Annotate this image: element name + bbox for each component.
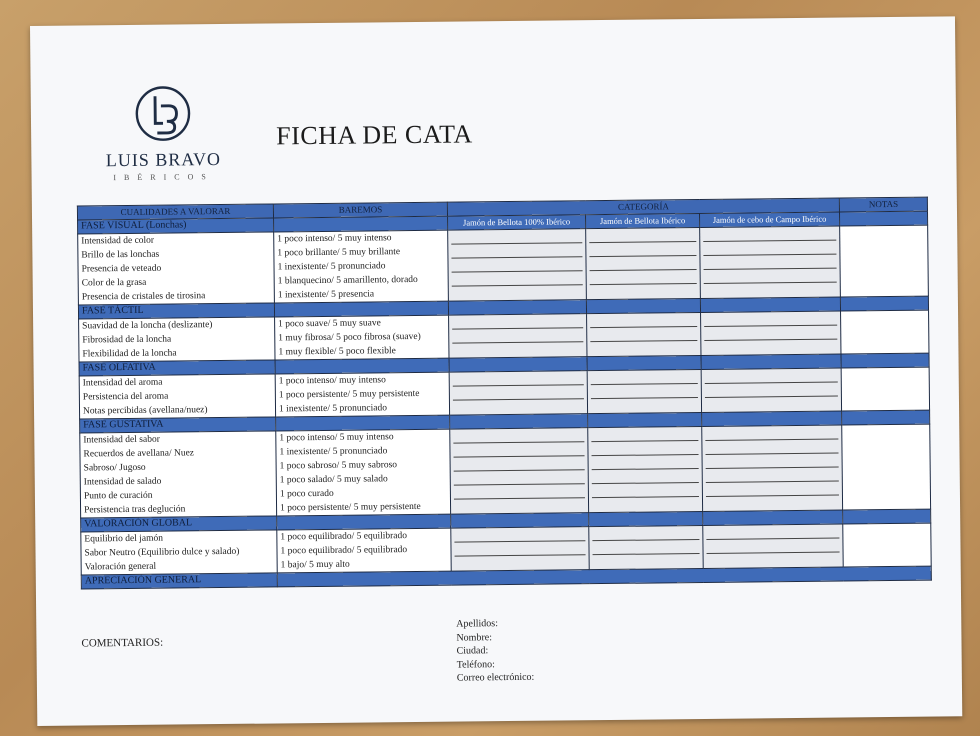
quality-item: Brillo de las lonchas [81, 249, 160, 261]
score-line[interactable] [704, 312, 837, 327]
score-line[interactable] [592, 497, 699, 511]
score-line[interactable] [705, 440, 838, 455]
score-line[interactable] [454, 484, 585, 499]
section-items-row [80, 424, 931, 518]
score-cell[interactable] [586, 227, 701, 299]
score-line[interactable] [454, 541, 585, 556]
score-line[interactable] [704, 340, 837, 354]
score-line[interactable] [452, 328, 583, 343]
header-cualidades: CUALIDADES A VALORAR [77, 204, 273, 220]
score-line[interactable] [703, 241, 836, 256]
section-band [588, 412, 702, 427]
section-title: VALORACIÓN GLOBAL [81, 516, 277, 532]
scale-item: 1 muy flexible/ 5 poco flexible [278, 346, 396, 358]
ciudad-label: Ciudad: [456, 645, 489, 657]
quality-item: Sabroso/ Jugoso [83, 462, 146, 474]
quality-item: Presencia de veteado [81, 263, 162, 275]
score-line[interactable] [453, 428, 584, 443]
score-line[interactable] [455, 555, 586, 569]
quality-item: Notas percibidas (avellana/nuez) [82, 405, 208, 417]
score-line[interactable] [452, 271, 583, 286]
score-line[interactable] [590, 327, 697, 342]
section-band [841, 353, 929, 368]
score-line[interactable] [590, 270, 697, 285]
notes-header-blank [840, 211, 928, 226]
section-band [700, 297, 840, 312]
contact-fields [456, 617, 534, 685]
score-line[interactable] [592, 540, 699, 555]
score-line[interactable] [706, 468, 839, 483]
quality-item: Presencia de cristales de tirosina [81, 291, 206, 303]
score-line[interactable] [454, 527, 585, 542]
header-baremos: BAREMOS [273, 202, 447, 218]
section-apreciacion: APRECIACIÓN GENERAL [81, 573, 277, 589]
lb-monogram-icon [134, 84, 193, 143]
scale-item: 1 muy fibrosa/ 5 poco fibrosa (suave) [278, 331, 421, 344]
score-line[interactable] [591, 384, 698, 399]
score-cell[interactable] [702, 425, 843, 511]
section-band [448, 300, 586, 315]
quality-list [79, 317, 275, 362]
section-band [451, 513, 589, 528]
scale-item: 1 poco persistente/ 5 muy persistente [278, 388, 420, 401]
scale-item: 1 inexistente/ 5 pronunciado [279, 446, 388, 458]
score-line[interactable] [705, 369, 838, 384]
scale-item: 1 inexistente/ 5 presencia [277, 289, 375, 301]
score-line[interactable] [591, 427, 698, 442]
section-band [703, 510, 843, 525]
header-categoria: CATEGORÍA [447, 198, 839, 216]
score-line[interactable] [589, 228, 696, 243]
notes-cell[interactable] [841, 367, 929, 411]
quality-item: Flexibilidad de la loncha [82, 348, 177, 360]
score-line[interactable] [451, 243, 582, 258]
score-cell[interactable] [700, 226, 841, 298]
score-line[interactable] [592, 455, 699, 470]
score-line[interactable] [453, 399, 584, 413]
section-items-row [78, 225, 929, 305]
category-label: Jamón de Bellota 100% Ibérico [448, 215, 586, 230]
brand-name: LUIS BRAVO [105, 149, 222, 171]
score-line[interactable] [452, 314, 583, 329]
score-line[interactable] [591, 441, 698, 456]
score-line[interactable] [592, 469, 699, 484]
tasting-sheet [30, 16, 962, 726]
quality-list [80, 431, 277, 518]
score-line[interactable] [591, 398, 698, 412]
score-line[interactable] [704, 326, 837, 341]
score-line[interactable] [451, 257, 582, 272]
score-line[interactable] [589, 256, 696, 271]
score-line[interactable] [705, 397, 838, 411]
score-cell[interactable] [587, 312, 701, 356]
scale-item: 1 poco suave/ 5 muy suave [278, 318, 381, 330]
section-title: FASE VISUAL (Lonchas) [78, 218, 274, 234]
score-cell[interactable] [701, 368, 841, 412]
quality-item: Intensidad del aroma [82, 377, 163, 389]
score-cell[interactable] [703, 524, 843, 568]
section-band [586, 298, 700, 313]
apellidos-label: Apellidos: [456, 618, 499, 630]
score-line[interactable] [704, 283, 837, 297]
scale-item: 1 poco intenso/ 5 muy intenso [277, 233, 392, 245]
score-line[interactable] [454, 470, 585, 485]
category-label: Jamón de cebo de Campo Ibérico [700, 212, 840, 227]
scale-item: 1 inexistente/ 5 pronunciado [277, 261, 386, 273]
section-band [589, 511, 703, 526]
header-notas: NOTAS [839, 197, 927, 212]
score-line[interactable] [707, 553, 840, 567]
score-line[interactable] [705, 383, 838, 398]
quality-item: Intensidad de color [81, 235, 155, 247]
scale-item: 1 poco brillante/ 5 muy brillante [277, 247, 401, 259]
score-line[interactable] [454, 498, 585, 512]
notes-cell[interactable] [841, 310, 929, 354]
luis-bravo-logo [93, 84, 234, 182]
score-line[interactable] [590, 313, 697, 328]
score-line[interactable] [705, 426, 838, 441]
scale-list [274, 230, 449, 303]
score-line[interactable] [704, 269, 837, 284]
quality-item: Fibrosidad de la loncha [82, 334, 172, 346]
nombre-label: Nombre: [456, 631, 493, 644]
section-band [843, 509, 931, 524]
scale-item: 1 bajo/ 5 muy alto [280, 559, 350, 571]
quality-item: Color de la grasa [81, 277, 147, 289]
scale-item: 1 poco intenso/ 5 muy intenso [279, 432, 394, 444]
quality-item: Persistencia tras deglución [84, 504, 186, 516]
score-line[interactable] [703, 227, 836, 242]
scale-list [275, 372, 449, 417]
tasting-table [77, 197, 931, 590]
score-line[interactable] [706, 482, 839, 497]
section-title: FASE OLFATIVA [79, 360, 275, 376]
score-cell[interactable] [448, 229, 587, 301]
score-line[interactable] [589, 242, 696, 257]
score-line[interactable] [706, 539, 839, 554]
category-label: Jamón de Bellota Ibérico [586, 213, 700, 228]
telefono-label: Teléfono: [456, 658, 495, 671]
score-cell[interactable] [701, 311, 841, 355]
score-cell[interactable] [589, 525, 703, 569]
notes-cell[interactable] [840, 225, 929, 297]
notes-cell[interactable] [842, 424, 931, 510]
quality-item: Intensidad del sabor [83, 434, 160, 446]
quality-item: Suavidad de la loncha (deslizante) [82, 320, 213, 332]
scale-item: 1 poco equilibrado/ 5 equilibrado [280, 531, 408, 543]
score-line[interactable] [706, 525, 839, 540]
score-line[interactable] [591, 370, 698, 385]
quality-list [81, 530, 277, 575]
score-line[interactable] [706, 454, 839, 469]
scale-item: 1 poco equilibrado/ 5 equilibrado [280, 545, 408, 557]
section-band [840, 296, 928, 311]
section-band [701, 354, 841, 369]
score-line[interactable] [592, 483, 699, 498]
score-line[interactable] [593, 554, 700, 568]
score-cell[interactable] [450, 428, 589, 514]
section-band [449, 357, 587, 372]
quality-item: Punto de curación [83, 490, 153, 502]
score-line[interactable] [451, 229, 582, 244]
scale-item: 1 poco salado/ 5 muy salado [279, 474, 388, 486]
score-cell[interactable] [451, 527, 589, 571]
score-line[interactable] [454, 456, 585, 471]
score-line[interactable] [453, 371, 584, 386]
brand-subtitle: IBÉRICOS [113, 172, 214, 183]
scale-list [277, 528, 451, 573]
score-line[interactable] [590, 341, 697, 355]
notes-cell[interactable] [843, 523, 931, 567]
score-line[interactable] [452, 342, 583, 356]
score-cell[interactable] [449, 314, 587, 358]
scale-item: 1 poco intenso/ muy intenso [278, 375, 386, 387]
section-band [450, 414, 588, 429]
score-cell[interactable] [588, 426, 703, 512]
score-line[interactable] [592, 526, 699, 541]
score-line[interactable] [590, 284, 697, 298]
scale-list [276, 429, 451, 516]
correo-label: Correo electrónico: [456, 671, 535, 684]
scale-item: 1 poco persistente/ 5 muy persistente [280, 501, 421, 514]
scale-item: 1 poco curado [279, 488, 334, 500]
quality-item: Valoración general [84, 561, 157, 573]
scale-item: 1 poco sabroso/ 5 muy sabroso [279, 460, 398, 472]
section-title: FASE TÁCTIL [78, 303, 274, 319]
score-line[interactable] [452, 285, 583, 299]
scale-item: 1 blanquecino/ 5 amarillento, dorado [277, 274, 418, 287]
score-line[interactable] [703, 255, 836, 270]
quality-item: Equilibrio del jamón [84, 533, 164, 545]
score-cell[interactable] [587, 369, 701, 413]
score-line[interactable] [453, 385, 584, 400]
comentarios-label: COMENTARIOS: [81, 636, 164, 650]
scale-list [275, 315, 449, 360]
quality-list [79, 374, 275, 419]
quality-item: Sabor Neutro (Equilibrio dulce y salado) [84, 546, 240, 559]
section-band [587, 355, 701, 370]
score-line[interactable] [453, 442, 584, 457]
quality-list [78, 232, 275, 305]
score-line[interactable] [706, 496, 839, 510]
score-cell[interactable] [449, 371, 587, 415]
quality-item: Intensidad de salado [83, 476, 162, 488]
quality-item: Persistencia del aroma [82, 391, 169, 403]
page-title: FICHA DE CATA [276, 119, 473, 151]
section-band [702, 411, 842, 426]
quality-item: Recuerdos de avellana/ Nuez [83, 448, 195, 460]
section-band [842, 410, 930, 425]
scale-item: 1 inexistente/ 5 pronunciado [278, 403, 387, 415]
section-title: FASE GUSTATIVA [80, 417, 276, 433]
